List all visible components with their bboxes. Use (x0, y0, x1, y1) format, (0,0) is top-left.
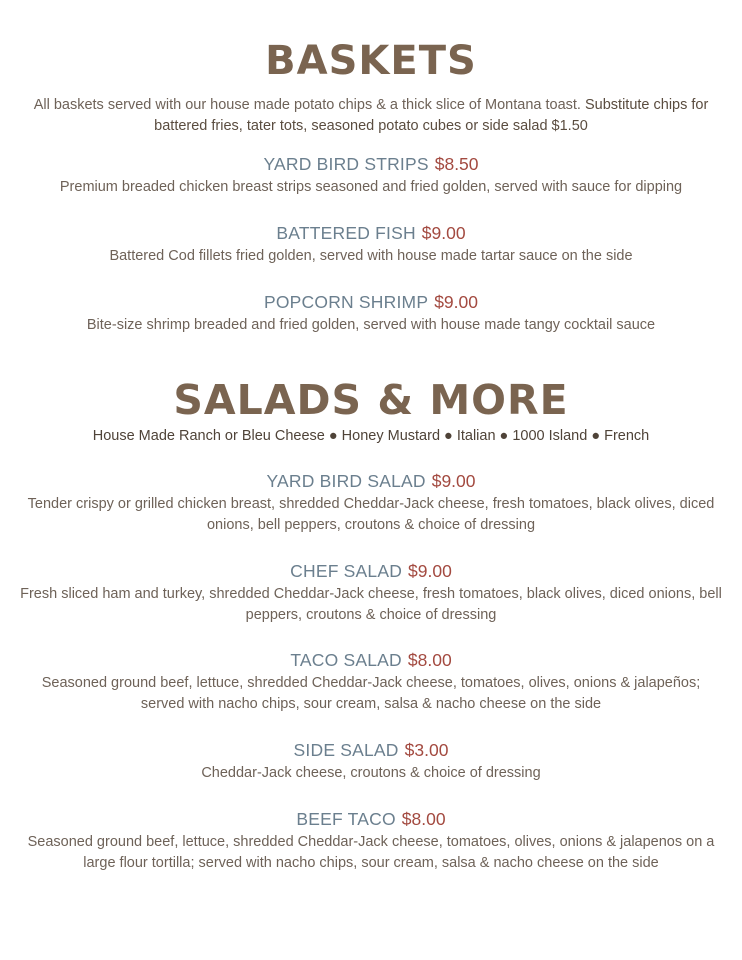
item-price: $9.00 (421, 223, 466, 243)
item-description: Seasoned ground beef, lettuce, shredded Cheddar-Jack cheese, tomatoes, olives, onions & jalapenos on a large flour tortilla; served with nacho chips, sour cream, salsa & nacho cheese on the side (27, 834, 715, 871)
item-description: Bite-size shrimp breaded and fried golden, served with house made tangy cocktail sauce (86, 317, 656, 333)
baskets-intro-text: All baskets served with our house made potato chips & a thick slice of Montana toast. (33, 97, 581, 113)
item-description: Battered Cod fillets fried golden, served with house made tartar sauce on the side (109, 248, 633, 264)
baskets-substitute-note: Substitute chips for battered fries, tater tots, seasoned potato cubes or side salad $1.50 (154, 97, 709, 134)
item-description: Premium breaded chicken breast strips seasoned and fried golden, served with sauce for dipping (59, 179, 683, 195)
baskets-intro (30, 95, 712, 137)
item-description: Fresh sliced ham and turkey, shredded Cheddar-Jack cheese, fresh tomatoes, black olives, diced onions, bell peppers, croutons & choice of dressing (20, 586, 722, 623)
menu-item-beef-taco (20, 807, 722, 874)
item-price: $9.00 (434, 292, 478, 312)
menu-item-chef-salad (20, 559, 722, 626)
item-price: $8.00 (401, 809, 446, 829)
item-price: $3.00 (404, 740, 449, 760)
menu-item-taco-salad (20, 648, 722, 715)
menu-item-yard-bird-salad (20, 469, 722, 536)
item-name: YARD BIRD STRIPS (263, 154, 429, 174)
item-name: BATTERED FISH (276, 223, 416, 243)
item-name: TACO SALAD (290, 650, 402, 670)
dressing-options: House Made Ranch or Bleu Cheese ● Honey Mustard ● Italian ● 1000 Island ● French (92, 428, 650, 444)
baskets-heading: BASKETS (265, 38, 477, 84)
item-price: $9.00 (408, 561, 452, 581)
menu-item-popcorn-shrimp (20, 290, 722, 336)
item-description: Cheddar-Jack cheese, croutons & choice of dressing (201, 765, 541, 781)
item-name: BEEF TACO (296, 809, 396, 829)
item-name: SIDE SALAD (293, 740, 399, 760)
item-name: POPCORN SHRIMP (263, 292, 429, 312)
menu-item-yard-bird-strips (20, 152, 722, 198)
item-description: Seasoned ground beef, lettuce, shredded Cheddar-Jack cheese, tomatoes, olives, onions & jalapeños; served with nacho chips, sour cream, salsa & nacho cheese on the side (41, 675, 701, 712)
item-name: CHEF SALAD (290, 561, 403, 581)
item-description: Tender crispy or grilled chicken breast, shredded Cheddar-Jack cheese, fresh tomatoes, black olives, diced onions, bell peppers, croutons & choice of dressing (27, 496, 715, 533)
item-price: $8.00 (407, 650, 452, 670)
salads-heading: SALADS & MORE (173, 376, 569, 424)
item-price: $8.50 (434, 154, 479, 174)
item-price: $9.00 (431, 471, 476, 491)
menu-item-side-salad (20, 738, 722, 784)
menu-item-battered-fish (20, 221, 722, 267)
item-name: YARD BIRD SALAD (266, 471, 426, 491)
